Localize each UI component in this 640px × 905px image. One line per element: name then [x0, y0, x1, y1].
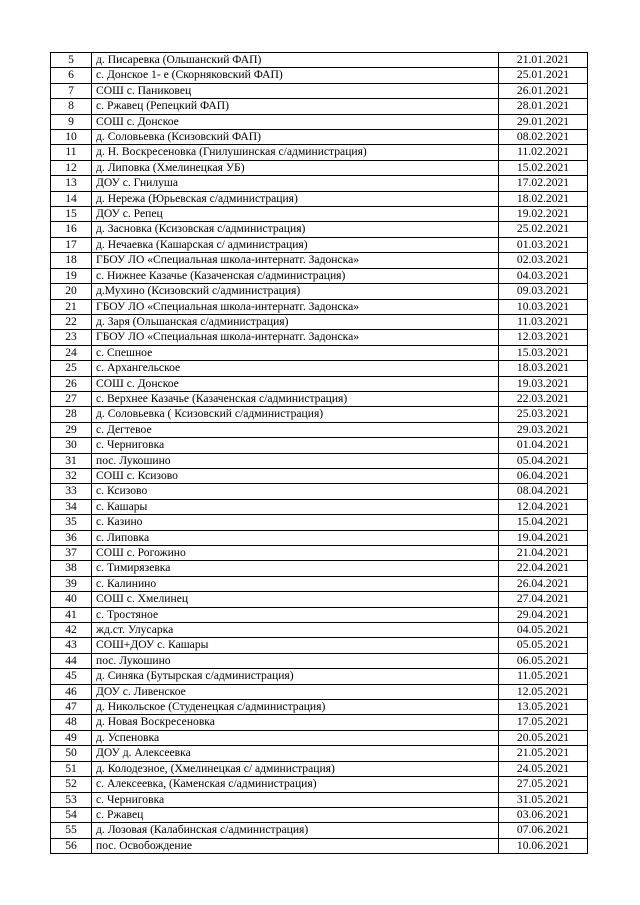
date-cell: 28.01.2021	[499, 99, 588, 114]
place-cell: ДОУ с. Гнилуша	[92, 176, 499, 191]
row-number-cell: 38	[51, 561, 92, 576]
table-row	[51, 438, 588, 453]
place-cell: с. Тимирязевка	[92, 561, 499, 576]
date-cell: 21.01.2021	[499, 53, 588, 68]
table-row	[51, 468, 588, 483]
date-cell: 19.04.2021	[499, 530, 588, 545]
place-cell: с. Дегтевое	[92, 422, 499, 437]
date-cell: 26.04.2021	[499, 576, 588, 591]
date-cell: 27.05.2021	[499, 777, 588, 792]
row-number-cell: 27	[51, 391, 92, 406]
place-cell: с. Липовка	[92, 530, 499, 545]
row-number-cell: 51	[51, 761, 92, 776]
date-cell: 17.05.2021	[499, 715, 588, 730]
place-cell: ГБОУ ЛО «Специальная школа-интернатг. Задонска»	[92, 253, 499, 268]
row-number-cell: 50	[51, 746, 92, 761]
place-cell: пос. Лукошино	[92, 653, 499, 668]
place-cell: ГБОУ ЛО «Специальная школа-интернатг. Задонска»	[92, 330, 499, 345]
place-cell: СОШ+ДОУ с. Кашары	[92, 638, 499, 653]
table-row	[51, 314, 588, 329]
table-row	[51, 376, 588, 391]
place-cell: д. Нечаевка (Кашарская с/ администрация)	[92, 237, 499, 252]
date-cell: 19.02.2021	[499, 207, 588, 222]
place-cell: с. Архангельское	[92, 361, 499, 376]
schedule-table-body	[51, 53, 588, 854]
row-number-cell: 8	[51, 99, 92, 114]
date-cell: 22.04.2021	[499, 561, 588, 576]
place-cell: д. Н. Воскресеновка (Гнилушинская с/администрация)	[92, 145, 499, 160]
date-cell: 12.03.2021	[499, 330, 588, 345]
date-cell: 09.03.2021	[499, 284, 588, 299]
place-cell: пос. Освобождение	[92, 838, 499, 853]
date-cell: 17.02.2021	[499, 176, 588, 191]
row-number-cell: 55	[51, 823, 92, 838]
place-cell: с. Черниговка	[92, 792, 499, 807]
place-cell: СОШ с. Донское	[92, 114, 499, 129]
place-cell: СОШ с. Паниковец	[92, 83, 499, 98]
table-row	[51, 515, 588, 530]
table-row	[51, 299, 588, 314]
row-number-cell: 28	[51, 407, 92, 422]
date-cell: 11.02.2021	[499, 145, 588, 160]
place-cell: д. Никольское (Студенецкая с/администрация)	[92, 700, 499, 715]
table-row	[51, 237, 588, 252]
table-row	[51, 561, 588, 576]
place-cell: с. Калинино	[92, 576, 499, 591]
row-number-cell: 40	[51, 592, 92, 607]
place-cell: ГБОУ ЛО «Специальная школа-интернатг. Задонска»	[92, 299, 499, 314]
date-cell: 29.01.2021	[499, 114, 588, 129]
row-number-cell: 25	[51, 361, 92, 376]
table-row	[51, 546, 588, 561]
place-cell: д. Колодезное, (Хмелинецкая с/ администрация)	[92, 761, 499, 776]
table-row	[51, 422, 588, 437]
row-number-cell: 35	[51, 515, 92, 530]
row-number-cell: 26	[51, 376, 92, 391]
row-number-cell: 48	[51, 715, 92, 730]
table-row	[51, 592, 588, 607]
place-cell: с. Донское 1- е (Скорняковский ФАП)	[92, 68, 499, 83]
table-row	[51, 653, 588, 668]
date-cell: 20.05.2021	[499, 730, 588, 745]
row-number-cell: 39	[51, 576, 92, 591]
date-cell: 06.04.2021	[499, 468, 588, 483]
date-cell: 15.02.2021	[499, 160, 588, 175]
date-cell: 05.05.2021	[499, 638, 588, 653]
date-cell: 01.03.2021	[499, 237, 588, 252]
date-cell: 07.06.2021	[499, 823, 588, 838]
table-row	[51, 761, 588, 776]
row-number-cell: 16	[51, 222, 92, 237]
table-row	[51, 145, 588, 160]
date-cell: 26.01.2021	[499, 83, 588, 98]
place-cell: ДОУ с. Репец	[92, 207, 499, 222]
table-row	[51, 777, 588, 792]
row-number-cell: 7	[51, 83, 92, 98]
place-cell: СОШ с. Хмелинец	[92, 592, 499, 607]
row-number-cell: 33	[51, 484, 92, 499]
schedule-table-container	[50, 52, 587, 854]
table-row	[51, 607, 588, 622]
date-cell: 22.03.2021	[499, 391, 588, 406]
table-row	[51, 623, 588, 638]
place-cell: д. Соловьевка ( Ксизовский с/администрация)	[92, 407, 499, 422]
date-cell: 08.02.2021	[499, 130, 588, 145]
date-cell: 25.03.2021	[499, 407, 588, 422]
date-cell: 15.03.2021	[499, 345, 588, 360]
row-number-cell: 15	[51, 207, 92, 222]
date-cell: 11.03.2021	[499, 314, 588, 329]
table-row	[51, 253, 588, 268]
row-number-cell: 47	[51, 700, 92, 715]
place-cell: с. Ксизово	[92, 484, 499, 499]
date-cell: 25.02.2021	[499, 222, 588, 237]
date-cell: 10.06.2021	[499, 838, 588, 853]
place-cell: с. Ржавец	[92, 807, 499, 822]
table-row	[51, 361, 588, 376]
place-cell: с. Верхнее Казачье (Казаченская с/администрация)	[92, 391, 499, 406]
place-cell: СОШ с. Донское	[92, 376, 499, 391]
table-row	[51, 83, 588, 98]
place-cell: д. Успеновка	[92, 730, 499, 745]
row-number-cell: 17	[51, 237, 92, 252]
date-cell: 24.05.2021	[499, 761, 588, 776]
row-number-cell: 43	[51, 638, 92, 653]
row-number-cell: 10	[51, 130, 92, 145]
date-cell: 04.03.2021	[499, 268, 588, 283]
row-number-cell: 52	[51, 777, 92, 792]
place-cell: жд.ст. Улусарка	[92, 623, 499, 638]
row-number-cell: 19	[51, 268, 92, 283]
table-row	[51, 99, 588, 114]
table-row	[51, 530, 588, 545]
table-row	[51, 823, 588, 838]
table-row	[51, 222, 588, 237]
table-row	[51, 638, 588, 653]
place-cell: д. Засновка (Ксизовская с/администрация)	[92, 222, 499, 237]
place-cell: д. Соловьевка (Ксизовский ФАП)	[92, 130, 499, 145]
row-number-cell: 37	[51, 546, 92, 561]
row-number-cell: 45	[51, 669, 92, 684]
row-number-cell: 21	[51, 299, 92, 314]
row-number-cell: 12	[51, 160, 92, 175]
row-number-cell: 24	[51, 345, 92, 360]
date-cell: 18.02.2021	[499, 191, 588, 206]
row-number-cell: 29	[51, 422, 92, 437]
date-cell: 03.06.2021	[499, 807, 588, 822]
date-cell: 05.04.2021	[499, 453, 588, 468]
table-row	[51, 207, 588, 222]
date-cell: 13.05.2021	[499, 700, 588, 715]
date-cell: 21.05.2021	[499, 746, 588, 761]
place-cell: с. Кашары	[92, 499, 499, 514]
table-row	[51, 268, 588, 283]
place-cell: д. Синяка (Бутырская с/администрация)	[92, 669, 499, 684]
date-cell: 19.03.2021	[499, 376, 588, 391]
place-cell: д. Заря (Ольшанская с/администрация)	[92, 314, 499, 329]
table-row	[51, 730, 588, 745]
date-cell: 25.01.2021	[499, 68, 588, 83]
row-number-cell: 6	[51, 68, 92, 83]
row-number-cell: 32	[51, 468, 92, 483]
row-number-cell: 46	[51, 684, 92, 699]
table-row	[51, 792, 588, 807]
date-cell: 06.05.2021	[499, 653, 588, 668]
row-number-cell: 36	[51, 530, 92, 545]
place-cell: СОШ с. Рогожино	[92, 546, 499, 561]
date-cell: 01.04.2021	[499, 438, 588, 453]
row-number-cell: 18	[51, 253, 92, 268]
date-cell: 04.05.2021	[499, 623, 588, 638]
row-number-cell: 20	[51, 284, 92, 299]
place-cell: д.Мухино (Ксизовский с/администрация)	[92, 284, 499, 299]
place-cell: с. Спешное	[92, 345, 499, 360]
row-number-cell: 14	[51, 191, 92, 206]
table-row	[51, 700, 588, 715]
place-cell: с. Черниговка	[92, 438, 499, 453]
row-number-cell: 49	[51, 730, 92, 745]
place-cell: д. Лозовая (Калабинская с/администрация)	[92, 823, 499, 838]
row-number-cell: 56	[51, 838, 92, 853]
place-cell: пос. Лукошино	[92, 453, 499, 468]
table-row	[51, 838, 588, 853]
place-cell: с. Нижнее Казачье (Казаченская с/администрация)	[92, 268, 499, 283]
table-row	[51, 130, 588, 145]
date-cell: 27.04.2021	[499, 592, 588, 607]
place-cell: с. Алексеевка, (Каменская с/администрация)	[92, 777, 499, 792]
row-number-cell: 44	[51, 653, 92, 668]
place-cell: ДОУ с. Ливенское	[92, 684, 499, 699]
date-cell: 15.04.2021	[499, 515, 588, 530]
row-number-cell: 42	[51, 623, 92, 638]
table-row	[51, 114, 588, 129]
row-number-cell: 34	[51, 499, 92, 514]
place-cell: д. Новая Воскресеновка	[92, 715, 499, 730]
row-number-cell: 41	[51, 607, 92, 622]
place-cell: с. Казино	[92, 515, 499, 530]
row-number-cell: 22	[51, 314, 92, 329]
place-cell: д. Писаревка (Ольшанский ФАП)	[92, 53, 499, 68]
date-cell: 12.04.2021	[499, 499, 588, 514]
row-number-cell: 9	[51, 114, 92, 129]
row-number-cell: 13	[51, 176, 92, 191]
table-row	[51, 746, 588, 761]
place-cell: с. Ржавец (Репецкий ФАП)	[92, 99, 499, 114]
row-number-cell: 11	[51, 145, 92, 160]
date-cell: 29.03.2021	[499, 422, 588, 437]
row-number-cell: 54	[51, 807, 92, 822]
place-cell: д. Нережа (Юрьевская с/администрация)	[92, 191, 499, 206]
table-row	[51, 176, 588, 191]
schedule-table	[50, 52, 588, 854]
table-row	[51, 191, 588, 206]
table-row	[51, 53, 588, 68]
place-cell: с. Тростяное	[92, 607, 499, 622]
row-number-cell: 53	[51, 792, 92, 807]
table-row	[51, 715, 588, 730]
place-cell: ДОУ д. Алексеевка	[92, 746, 499, 761]
date-cell: 11.05.2021	[499, 669, 588, 684]
row-number-cell: 30	[51, 438, 92, 453]
place-cell: д. Липовка (Хмелинецкая УБ)	[92, 160, 499, 175]
date-cell: 29.04.2021	[499, 607, 588, 622]
table-row	[51, 807, 588, 822]
table-row	[51, 453, 588, 468]
date-cell: 18.03.2021	[499, 361, 588, 376]
table-row	[51, 330, 588, 345]
date-cell: 21.04.2021	[499, 546, 588, 561]
date-cell: 08.04.2021	[499, 484, 588, 499]
table-row	[51, 68, 588, 83]
table-row	[51, 484, 588, 499]
date-cell: 02.03.2021	[499, 253, 588, 268]
date-cell: 12.05.2021	[499, 684, 588, 699]
row-number-cell: 31	[51, 453, 92, 468]
table-row	[51, 407, 588, 422]
table-row	[51, 669, 588, 684]
table-row	[51, 576, 588, 591]
row-number-cell: 5	[51, 53, 92, 68]
table-row	[51, 391, 588, 406]
table-row	[51, 684, 588, 699]
table-row	[51, 499, 588, 514]
table-row	[51, 345, 588, 360]
table-row	[51, 284, 588, 299]
place-cell: СОШ с. Ксизово	[92, 468, 499, 483]
table-row	[51, 160, 588, 175]
row-number-cell: 23	[51, 330, 92, 345]
date-cell: 10.03.2021	[499, 299, 588, 314]
date-cell: 31.05.2021	[499, 792, 588, 807]
